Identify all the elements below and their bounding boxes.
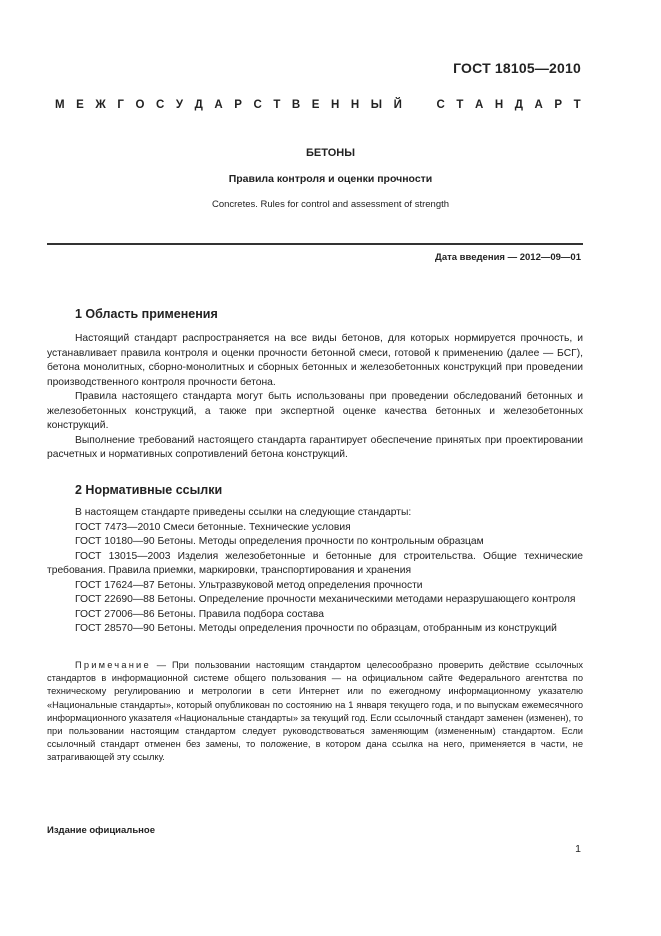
note-label: Примечание	[75, 660, 151, 670]
section-2-body	[47, 506, 583, 637]
section-1-heading: 1 Область применения	[75, 307, 218, 321]
page-number: 1	[575, 843, 581, 855]
document-subtitle: Правила контроля и оценки прочности	[228, 173, 433, 185]
note	[47, 659, 583, 765]
paragraph: Правила настоящего стандарта могут быть использованы при проведении обследований бетонных и железобетонных конструкций, а также при экспертной оценке качества бетонных и железобетонных конструкций.	[47, 391, 583, 431]
document-title: БЕТОНЫ	[306, 147, 355, 159]
reference-item: ГОСТ 17624—87 Бетоны. Ультразвуковой метод определения прочности	[75, 579, 423, 591]
paragraph: Настоящий стандарт распространяется на все виды бетонов, для которых нормируется прочность, и устанавливает правила контроля и оценки прочности бетонной смеси, готовой к применению (далее — БСГ), бетона монолитных, сборно-монолитных и сборных бетонных и железобетонных конструкций при проведении производственного контроля прочности бетона.	[47, 333, 583, 388]
document-number: ГОСТ 18105—2010	[453, 60, 581, 76]
edition-label: Издание официальное	[47, 825, 155, 836]
note-text: — При пользовании настоящим стандартом целесообразно проверить действие ссылочных стандартов в информационной системе общего пользования — на официальном сайте Федерального агентства по техническому регулированию и метрологии в сети Интернет или по ежегодному информационному указателю «Национальные стандарты», который опубликован по состоянию на 1 января текущего года, и по выпускам ежемесячного информационного указателя «Национальные стандарты» за текущий год. Если ссылочный стандарт заменен (изменен), то при пользовании настоящим стандартом следует руководствоваться заменяющим (измененным) стандартом. Если ссылочный стандарт отменен без замены, то положение, в котором дана ссылка на него, применяется в части, не затрагивающей эту ссылку.	[47, 660, 583, 763]
section-1-body	[47, 332, 583, 463]
paragraph: Выполнение требований настоящего стандарта гарантирует обеспечение принятых при проектировании расчетных и нормативных сопротивлений бетона конструкций.	[47, 434, 583, 460]
reference-item: ГОСТ 7473—2010 Смеси бетонные. Технические условия	[75, 521, 351, 533]
reference-item: ГОСТ 10180—90 Бетоны. Методы определения прочности по контрольным образцам	[75, 536, 484, 547]
section-2-heading: 2 Нормативные ссылки	[75, 483, 223, 497]
reference-item: ГОСТ 28570—90 Бетоны. Методы определения прочности по образцам, отобранным из конструкций	[75, 623, 557, 634]
paragraph: В настоящем стандарте приведены ссылки на следующие стандарты:	[75, 507, 412, 518]
header-divider	[47, 243, 583, 245]
english-title: Concretes. Rules for control and assessment of strength	[211, 199, 450, 210]
reference-item: ГОСТ 22690—88 Бетоны. Определение прочности механическими методами неразрушающего контроля	[75, 594, 576, 605]
interstate-standard-banner: М Е Ж Г О С У Д А Р С Т В Е Н Н Ы Й С Т А Н Д А Р Т	[55, 99, 581, 111]
reference-item: ГОСТ 27006—86 Бетоны. Правила подбора состава	[75, 608, 325, 620]
reference-item: ГОСТ 13015—2003 Изделия железобетонные и бетонные для строительства. Общие технические требования. Правила приемки, маркировки, транспортирования и хранения	[47, 550, 583, 576]
introduction-date: Дата введения — 2012—09—01	[435, 252, 581, 263]
